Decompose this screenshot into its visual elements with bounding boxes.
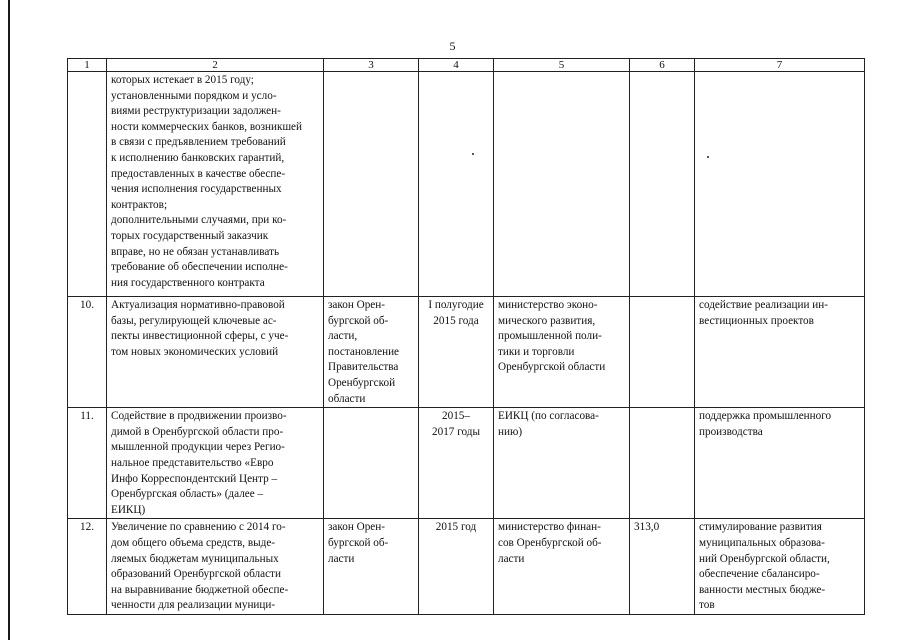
page-number: 5	[449, 39, 456, 53]
document-cell: закон Орен- бургской об- ласти, постановление Правительства Оренбургской области	[324, 297, 419, 408]
deadline-cell	[419, 72, 494, 297]
table-row	[68, 519, 865, 615]
column-header: 7	[695, 59, 865, 72]
table-row	[68, 72, 865, 297]
action-cell: Содействие в продвижении произво- димой в Оренбургской области про- мышленной продукции через Регио- нальное представительство «Евро Инфо Корреспондентский Центр – Оренбургская область» (далее – ЕИКЦ)	[107, 408, 324, 519]
column-number-row	[68, 59, 865, 72]
responsible-cell: ЕИКЦ (по согласова- нию)	[494, 408, 630, 519]
deadline-cell: I полугодие 2015 года	[419, 297, 494, 408]
document-cell: закон Орен- бургской об- ласти	[324, 519, 419, 615]
result-cell: стимулирование развития муниципальных образова- ний Оренбургской области, обеспечение сбалансиро- ванности местных бюдже- тов	[695, 519, 865, 615]
document-cell	[324, 72, 419, 297]
responsible-cell	[494, 72, 630, 297]
left-margin-rule	[8, 0, 10, 640]
result-cell	[695, 72, 865, 297]
document-cell	[324, 408, 419, 519]
column-header: 3	[324, 59, 419, 72]
table-row	[68, 408, 865, 519]
action-cell: Увеличение по сравнению с 2014 го- дом общего объема средств, выде- ляемых бюджетам муниципальных образований Оренбургской области на выравнивание бюджетной обеспе- ченности для реализации муници-	[107, 519, 324, 615]
row-number: 11.	[68, 408, 107, 519]
amount-cell	[630, 72, 695, 297]
responsible-cell: министерство эконо- мического развития, промышленной поли- тики и торговли Оренбургской области	[494, 297, 630, 408]
row-number: 10.	[68, 297, 107, 408]
column-header: 4	[419, 59, 494, 72]
responsible-cell: министерство финан- сов Оренбургской об- ласти	[494, 519, 630, 615]
action-cell: которых истекает в 2015 году; установленными порядком и усло- виями реструктуризации задолжен- ности коммерческих банков, возникшей в связи с предъявлением требований к исполнению банковских гарантий, предоставленных в качестве обеспе- чения исполнения государственных контрактов; дополнительными случаями, при ко- торых государственный заказчик вправе, но не обязан устанавливать требование об обеспечении исполне- ния государственного контракта	[107, 72, 324, 297]
column-header: 2	[107, 59, 324, 72]
action-cell: Актуализация нормативно-правовой базы, регулирующей ключевые ас- пекты инвестиционной сферы, с уче- том новых экономических условий	[107, 297, 324, 408]
measures-table	[67, 58, 865, 615]
table-row	[68, 297, 865, 408]
column-header: 1	[68, 59, 107, 72]
row-number: 12.	[68, 519, 107, 615]
column-header: 6	[630, 59, 695, 72]
column-header: 5	[494, 59, 630, 72]
amount-cell	[630, 297, 695, 408]
result-cell: содействие реализации ин- вестиционных проектов	[695, 297, 865, 408]
deadline-cell: 2015– 2017 годы	[419, 408, 494, 519]
result-cell: поддержка промышленного производства	[695, 408, 865, 519]
row-number	[68, 72, 107, 297]
amount-cell: 313,0	[630, 519, 695, 615]
amount-cell	[630, 408, 695, 519]
deadline-cell: 2015 год	[419, 519, 494, 615]
